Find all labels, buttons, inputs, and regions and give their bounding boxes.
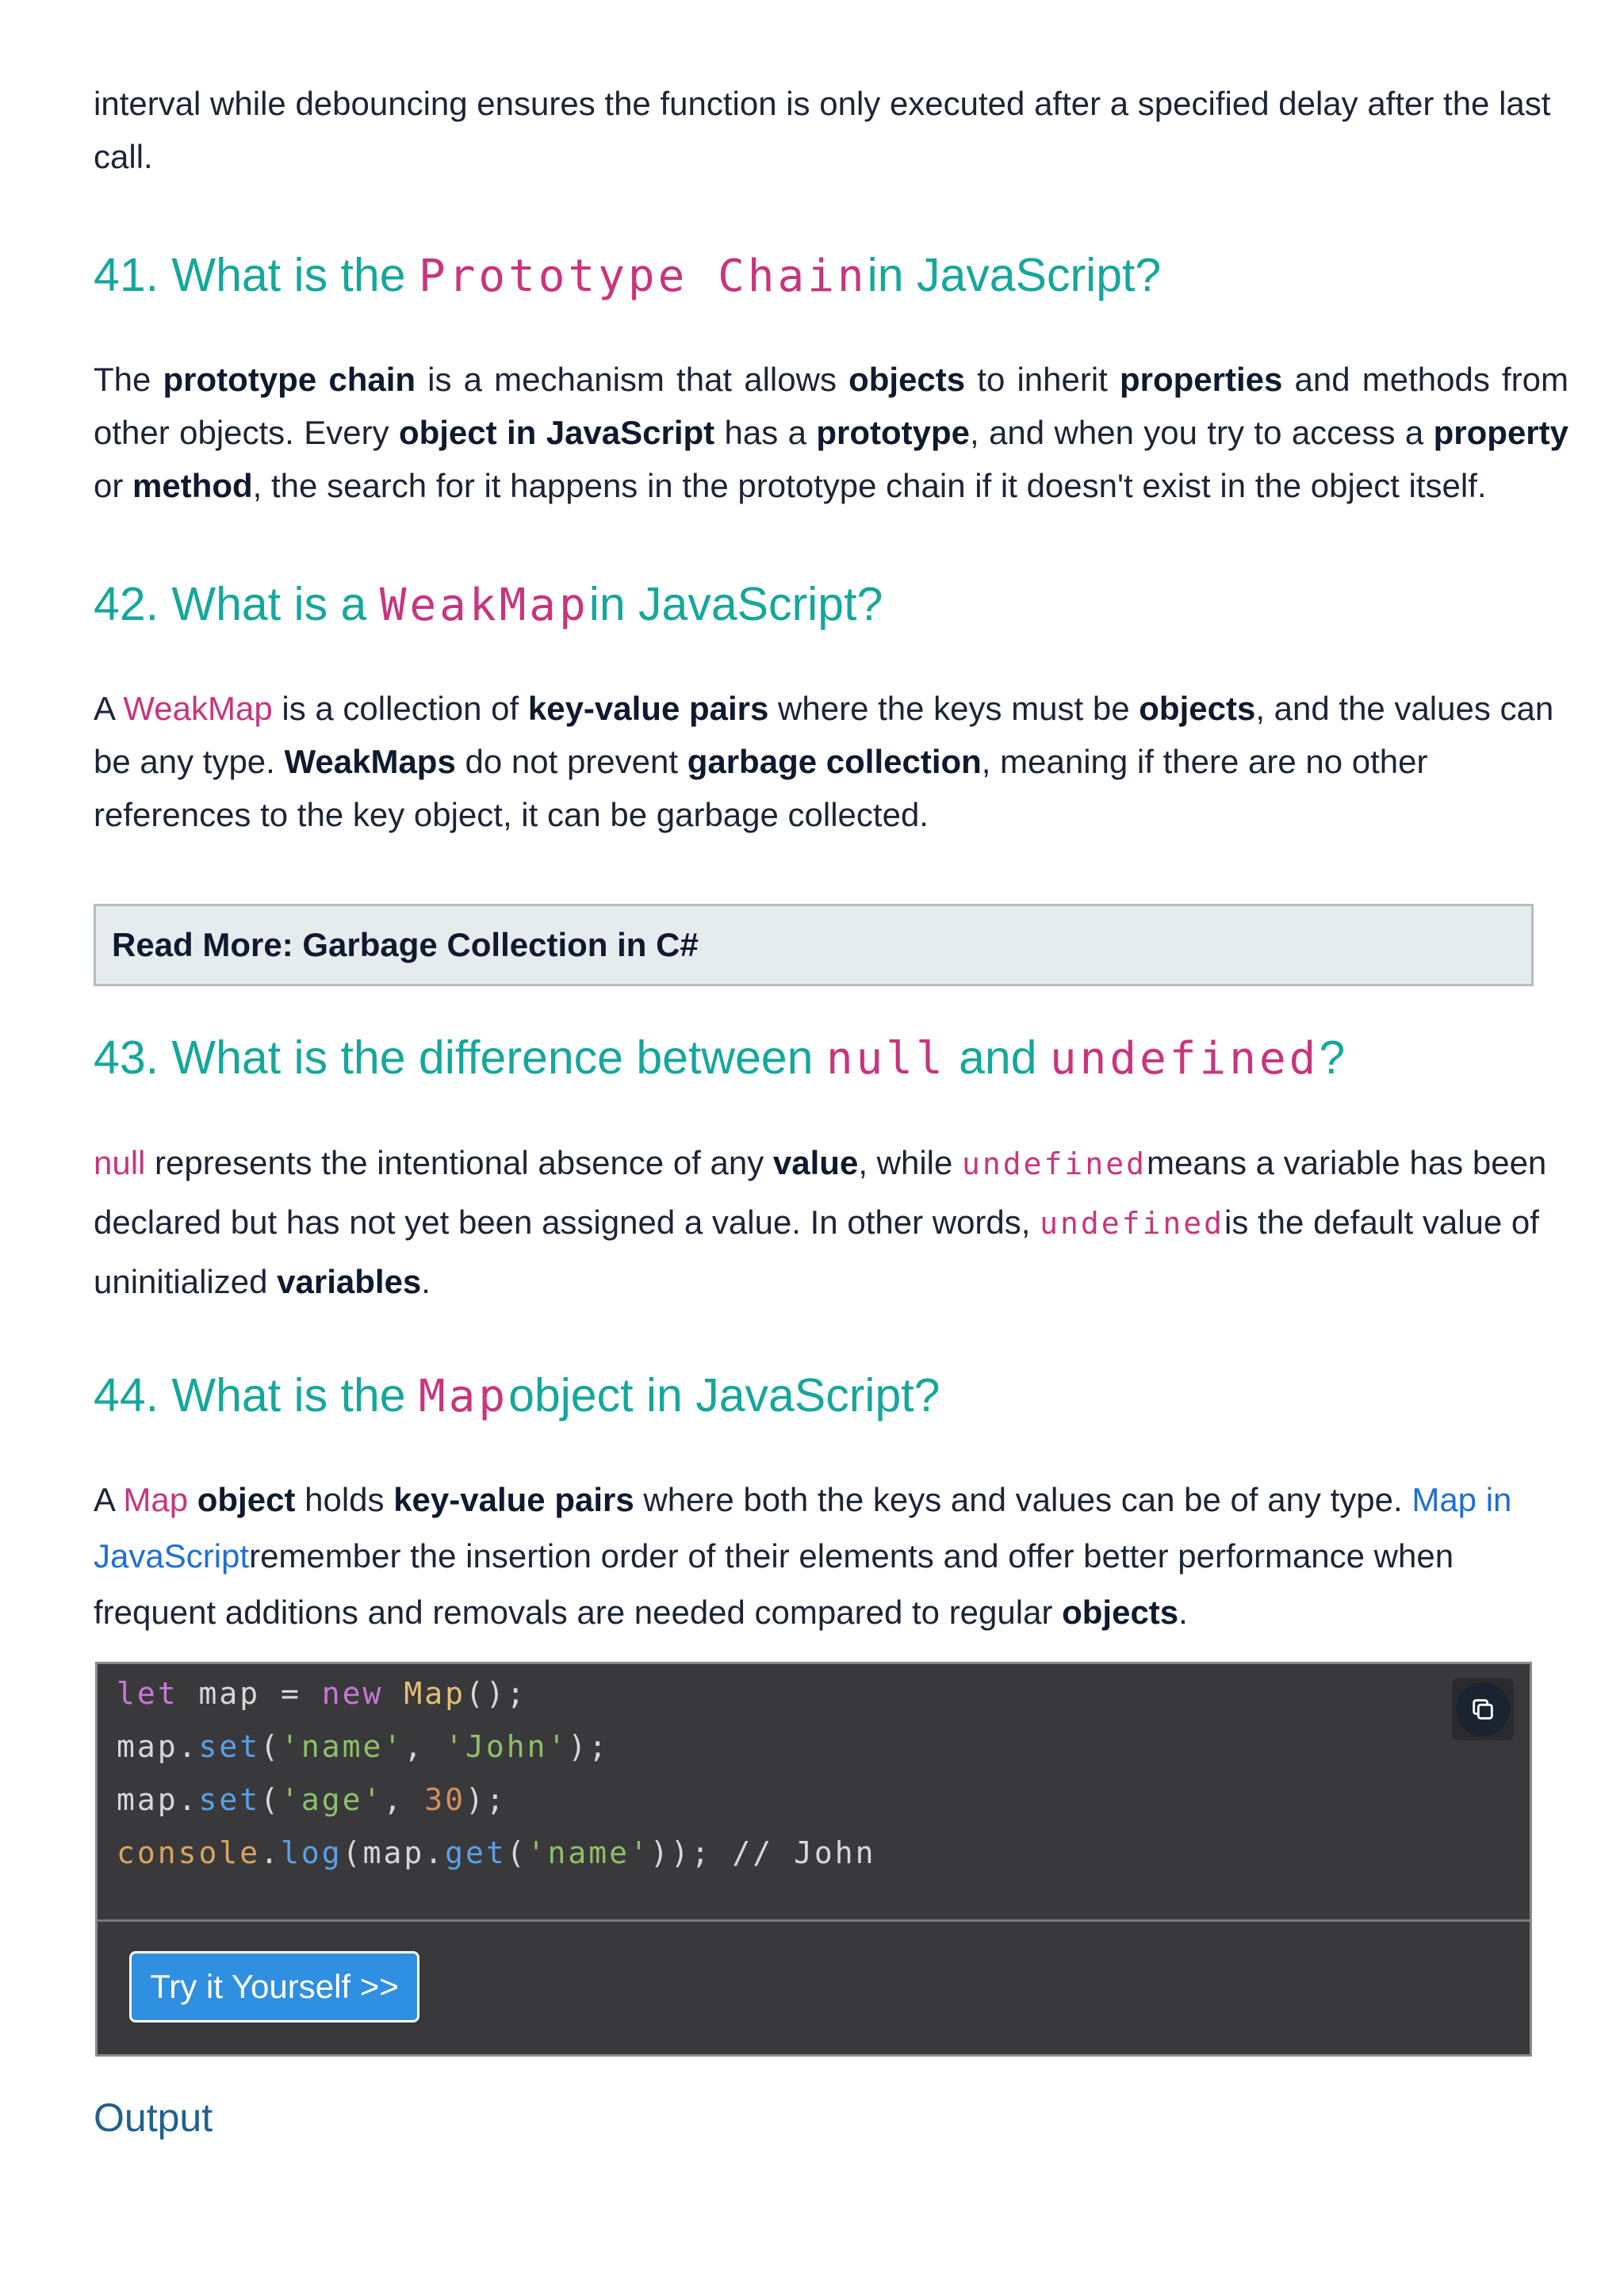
- q42-bold: WeakMaps: [284, 743, 456, 780]
- heading-q43-code-null: null: [825, 1033, 946, 1085]
- q42-text: is a collection of: [272, 690, 528, 727]
- q41-bold: objects: [848, 361, 966, 398]
- q42-paragraph: [94, 682, 1568, 841]
- heading-q42: [94, 572, 883, 637]
- q42-text: A: [94, 690, 124, 727]
- heading-q42-pre: 42. What is a: [94, 578, 380, 630]
- code-token: get: [445, 1835, 507, 1870]
- code-token: map.: [117, 1782, 199, 1817]
- code-line-3: [117, 1774, 876, 1827]
- heading-q44-post: object in JavaScript?: [508, 1369, 940, 1422]
- code-token: (: [260, 1729, 282, 1764]
- code-token: );: [568, 1729, 610, 1764]
- heading-q44: [94, 1364, 940, 1429]
- code-token: set: [198, 1782, 261, 1817]
- read-more-label: Read More:: [112, 926, 293, 963]
- q43-text: .: [421, 1263, 431, 1300]
- code-token: map =: [178, 1676, 322, 1711]
- q44-text: remember the insertion order of their elements and offer better performance when frequent additions and removals are needed compared to regular: [94, 1537, 1454, 1631]
- code-line-2: [117, 1720, 876, 1774]
- code-token: ,: [404, 1729, 446, 1764]
- q42-text: do not prevent: [455, 743, 688, 780]
- intro-paragraph: [94, 77, 1568, 183]
- q43-text: represents the intentional absence of any: [145, 1144, 773, 1181]
- q41-bold: prototype: [816, 414, 971, 451]
- code-block: [95, 1662, 1532, 2057]
- code-token: );: [465, 1782, 507, 1817]
- q42-inline-code: WeakMap: [123, 690, 273, 727]
- q43-bold: variables: [277, 1263, 422, 1300]
- q44-bold: objects: [1062, 1594, 1179, 1631]
- code-line-4: [117, 1827, 876, 1880]
- code-lines: [117, 1667, 876, 1880]
- code-token: 'John': [445, 1729, 569, 1764]
- q41-paragraph: [94, 353, 1568, 512]
- code-token: ();: [465, 1676, 527, 1711]
- heading-q43-post: ?: [1319, 1031, 1346, 1084]
- q43-inline-code: null: [94, 1144, 146, 1181]
- q44-bold: object: [197, 1481, 296, 1518]
- code-token: map.: [117, 1729, 199, 1764]
- heading-q41-post: in JavaScript?: [867, 249, 1162, 301]
- heading-q41-pre: 41. What is the: [94, 249, 419, 301]
- heading-q43: [94, 1026, 1345, 1091]
- q44-text: .: [1178, 1594, 1188, 1631]
- q42-text: , meaning if there are no other references to the key object, it can be garbage collected.: [94, 743, 1428, 833]
- code-token: new: [321, 1676, 384, 1711]
- read-more-box: [94, 904, 1534, 986]
- heading-q41-code: Prototype Chain: [418, 251, 868, 302]
- q41-text: The: [94, 361, 163, 398]
- q41-bold: properties: [1120, 361, 1283, 398]
- q41-text: to inherit: [965, 361, 1120, 398]
- copy-icon: [1456, 1682, 1510, 1736]
- q42-bold: garbage collection: [687, 743, 982, 780]
- heading-q42-post: in JavaScript?: [588, 578, 883, 630]
- code-token: let: [117, 1676, 178, 1711]
- q44-bold: key-value pairs: [393, 1481, 634, 1518]
- code-token: 'name': [527, 1835, 650, 1870]
- code-token: 'age': [281, 1782, 384, 1817]
- code-token: 30: [424, 1782, 465, 1817]
- copy-code-button[interactable]: [1452, 1678, 1514, 1740]
- code-token: ,: [383, 1782, 425, 1817]
- q41-text: , and when you try to access a: [970, 414, 1434, 451]
- q44-text: holds: [295, 1481, 394, 1518]
- code-token: )); // John: [649, 1835, 876, 1870]
- q41-bold: object in JavaScript: [398, 414, 715, 451]
- heading-q43-mid: and: [945, 1031, 1050, 1084]
- code-token: Map: [404, 1676, 465, 1711]
- code-token: .: [260, 1835, 282, 1870]
- q41-text: or: [94, 467, 133, 504]
- q41-text: , the search for it happens in the prototype chain if it doesn't exist in the object itself.: [252, 467, 1487, 504]
- q43-paragraph: [94, 1134, 1568, 1311]
- output-heading: Output: [94, 2095, 213, 2140]
- try-it-yourself-button[interactable]: Try it Yourself >>: [129, 1951, 419, 2022]
- q44-text: A: [94, 1481, 124, 1518]
- code-token: console: [117, 1835, 261, 1870]
- q42-bold: objects: [1139, 690, 1256, 727]
- code-token: log: [281, 1835, 343, 1870]
- map-in-javascript-link[interactable]: Map in JavaScript: [94, 1481, 1512, 1575]
- q41-text: and methods from other objects. Every: [94, 361, 1568, 451]
- q42-text: where the keys must be: [768, 690, 1139, 727]
- heading-q43-pre: 43. What is the difference between: [94, 1031, 826, 1084]
- code-token: [383, 1676, 404, 1711]
- q41-text: has a: [714, 414, 817, 451]
- q43-text: means a variable has been declared but has not yet been assigned a value. In other words,: [94, 1144, 1547, 1241]
- q43-inline-code: undefined: [962, 1146, 1147, 1181]
- intro-text: interval while debouncing ensures the function is only executed after a specified delay after the last call.: [94, 85, 1551, 175]
- q41-bold: prototype chain: [163, 361, 416, 398]
- heading-q42-code: WeakMap: [379, 580, 589, 631]
- code-token: (map.: [342, 1835, 446, 1870]
- q42-text: , and the values can be any type.: [94, 690, 1554, 780]
- code-divider: [98, 1919, 1530, 1922]
- heading-q44-code: Map: [418, 1371, 509, 1422]
- code-token: (: [260, 1782, 282, 1817]
- q43-bold: value: [772, 1144, 859, 1181]
- q44-text: [188, 1481, 197, 1518]
- q41-text: is a mechanism that allows: [416, 361, 849, 398]
- code-token: set: [198, 1729, 261, 1764]
- q44-inline-code: Map: [123, 1481, 189, 1518]
- q43-text: , while: [858, 1144, 963, 1181]
- q43-inline-code: undefined: [1040, 1206, 1225, 1241]
- read-more-link[interactable]: Garbage Collection in C#: [302, 926, 699, 963]
- heading-q41: [94, 243, 1161, 308]
- q41-bold: property: [1433, 414, 1568, 451]
- heading-q43-code-undefined: undefined: [1049, 1033, 1320, 1085]
- q42-bold: key-value pairs: [527, 690, 769, 727]
- q44-text: where both the keys and values can be of any type.: [634, 1481, 1412, 1518]
- q41-bold: method: [132, 467, 253, 504]
- q43-text: is the default value of uninitialized: [94, 1203, 1539, 1300]
- heading-q44-pre: 44. What is the: [94, 1369, 419, 1422]
- code-token: (: [506, 1835, 527, 1870]
- code-line-1: [117, 1667, 876, 1720]
- q44-paragraph: [94, 1471, 1568, 1640]
- code-token: 'name': [281, 1729, 404, 1764]
